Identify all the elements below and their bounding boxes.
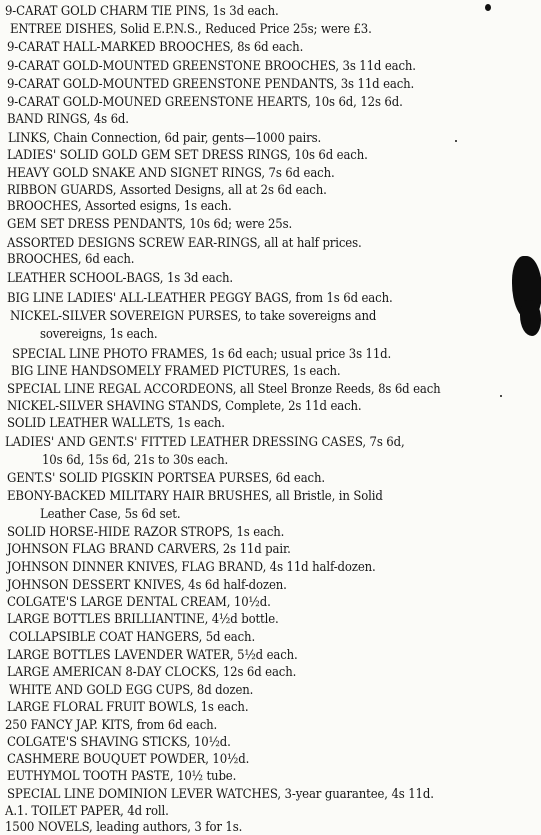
ad-line-dental-cream: COLGATE'S LARGE DENTAL CREAM, 10½d. bbox=[7, 594, 271, 609]
ad-line-clocks: LARGE AMERICAN 8-DAY CLOCKS, 12s 6d each. bbox=[7, 664, 297, 679]
ad-line-school-bags: LEATHER SCHOOL-BAGS, 1s 3d each. bbox=[7, 270, 234, 285]
ad-line-tooth-paste: EUTHYMOL TOOTH PASTE, 10½ tube. bbox=[7, 768, 237, 783]
ad-line-sovereign-purses: NICKEL-SILVER SOVEREIGN PURSES, to take sovereigns and bbox=[10, 308, 377, 323]
ad-line-greenstone-pendants: 9-CARAT GOLD-MOUNTED GREENSTONE PENDANTS, 3s 11d each. bbox=[7, 76, 415, 91]
ad-line-jap-kits: 250 FANCY JAP. KITS, from 6d each. bbox=[5, 717, 218, 732]
ad-line-lever-watches: SPECIAL LINE DOMINION LEVER WATCHES, 3-year guarantee, 4s 11d. bbox=[7, 786, 434, 801]
ad-line-lavender-water: LARGE BOTTLES LAVENDER WATER, 5½d each. bbox=[7, 647, 298, 662]
ad-line-toilet-paper: A.1. TOILET PAPER, 4d roll. bbox=[5, 803, 169, 818]
ad-line-entree-dishes: ENTREE DISHES, Solid E.P.N.S., Reduced Price 25s; were £3. bbox=[10, 21, 372, 36]
ad-line-hallmarked-brooches: 9-CARAT HALL-MARKED BROOCHES, 8s 6d each. bbox=[7, 39, 304, 54]
ad-line-coat-hangers: COLLAPSIBLE COAT HANGERS, 5d each. bbox=[9, 629, 256, 644]
ad-line-dressing-cases: LADIES' AND GENT.S' FITTED LEATHER DRESSING CASES, 7s 6d, bbox=[5, 434, 405, 449]
ad-line-portsea-purses: GENT.S' SOLID PIGSKIN PORTSEA PURSES, 6d each. bbox=[7, 470, 325, 485]
ad-line-dressing-cases-cont: 10s 6d, 15s 6d, 21s to 30s each. bbox=[42, 452, 229, 467]
ad-line-leather-wallets: SOLID LEATHER WALLETS, 1s each. bbox=[7, 415, 225, 430]
ink-speck bbox=[500, 395, 502, 397]
ad-line-brilliantine: LARGE BOTTLES BRILLIANTINE, 4½d bottle. bbox=[7, 611, 279, 626]
ad-line-accordeons: SPECIAL LINE REGAL ACCORDEONS, all Steel Bronze Reeds, 8s 6d each bbox=[7, 381, 441, 396]
ink-speck bbox=[455, 140, 457, 142]
ad-line-shaving-stands: NICKEL-SILVER SHAVING STANDS, Complete, 2s 11d each. bbox=[7, 398, 362, 413]
ad-line-egg-cups: WHITE AND GOLD EGG CUPS, 8d dozen. bbox=[9, 682, 254, 697]
ad-line-razor-strops: SOLID HORSE-HIDE RAZOR STROPS, 1s each. bbox=[7, 524, 285, 539]
ad-line-photo-frames: SPECIAL LINE PHOTO FRAMES, 1s 6d each; usual price 3s 11d. bbox=[12, 346, 392, 361]
ad-line-peggy-bags: BIG LINE LADIES' ALL-LEATHER PEGGY BAGS, from 1s 6d each. bbox=[7, 290, 393, 305]
ad-line-brooches-6d: BROOCHES, 6d each. bbox=[7, 251, 135, 266]
ad-line-brooches-assorted: BROOCHES, Assorted esigns, 1s each. bbox=[7, 198, 232, 213]
ad-line-shaving-sticks: COLGATE'S SHAVING STICKS, 10½d. bbox=[7, 734, 231, 749]
ad-line-signet-rings: HEAVY GOLD SNAKE AND SIGNET RINGS, 7s 6d each. bbox=[7, 165, 335, 180]
ad-line-tie-pins: 9-CARAT GOLD CHARM TIE PINS, 1s 3d each. bbox=[5, 3, 279, 18]
ink-blot bbox=[520, 300, 541, 336]
ad-line-hair-brushes-cont: Leather Case, 5s 6d set. bbox=[40, 506, 181, 521]
ad-line-sovereign-purses-cont: sovereigns, 1s each. bbox=[40, 326, 158, 341]
ad-line-dress-rings: LADIES' SOLID GOLD GEM SET DRESS RINGS, 10s 6d each. bbox=[7, 147, 368, 162]
ad-line-links: LINKS, Chain Connection, 6d pair, gents—1000 pairs. bbox=[8, 130, 322, 145]
ad-line-bouquet-powder: CASHMERE BOUQUET POWDER, 10½d. bbox=[7, 751, 250, 766]
ad-line-fruit-bowls: LARGE FLORAL FRUIT BOWLS, 1s each. bbox=[7, 699, 249, 714]
ad-line-greenstone-brooches: 9-CARAT GOLD-MOUNTED GREENSTONE BROOCHES, 3s 11d each. bbox=[7, 58, 416, 73]
ink-speck bbox=[485, 4, 491, 11]
ad-line-carvers: JOHNSON FLAG BRAND CARVERS, 2s 11d pair. bbox=[7, 541, 291, 556]
ad-line-band-rings: BAND RINGS, 4s 6d. bbox=[7, 111, 129, 126]
ad-line-gem-pendants: GEM SET DRESS PENDANTS, 10s 6d; were 25s. bbox=[7, 216, 293, 231]
ad-line-greenstone-hearts: 9-CARAT GOLD-MOUNED GREENSTONE HEARTS, 10s 6d, 12s 6d. bbox=[7, 94, 403, 109]
ad-line-ribbon-guards: RIBBON GUARDS, Assorted Designs, all at 2s 6d each. bbox=[7, 182, 327, 197]
ad-line-ear-rings: ASSORTED DESIGNS SCREW EAR-RINGS, all at half prices. bbox=[7, 235, 362, 250]
ad-line-framed-pictures: BIG LINE HANDSOMELY FRAMED PICTURES, 1s each. bbox=[11, 363, 341, 378]
ad-line-dinner-knives: JOHNSON DINNER KNIVES, FLAG BRAND, 4s 11d half-dozen. bbox=[7, 559, 376, 574]
ad-line-hair-brushes: EBONY-BACKED MILITARY HAIR BRUSHES, all Bristle, in Solid bbox=[7, 488, 383, 503]
ad-line-dessert-knives: JOHNSON DESSERT KNIVES, 4s 6d half-dozen. bbox=[7, 577, 287, 592]
ad-line-novels: 1500 NOVELS, leading authors, 3 for 1s. bbox=[5, 819, 243, 834]
